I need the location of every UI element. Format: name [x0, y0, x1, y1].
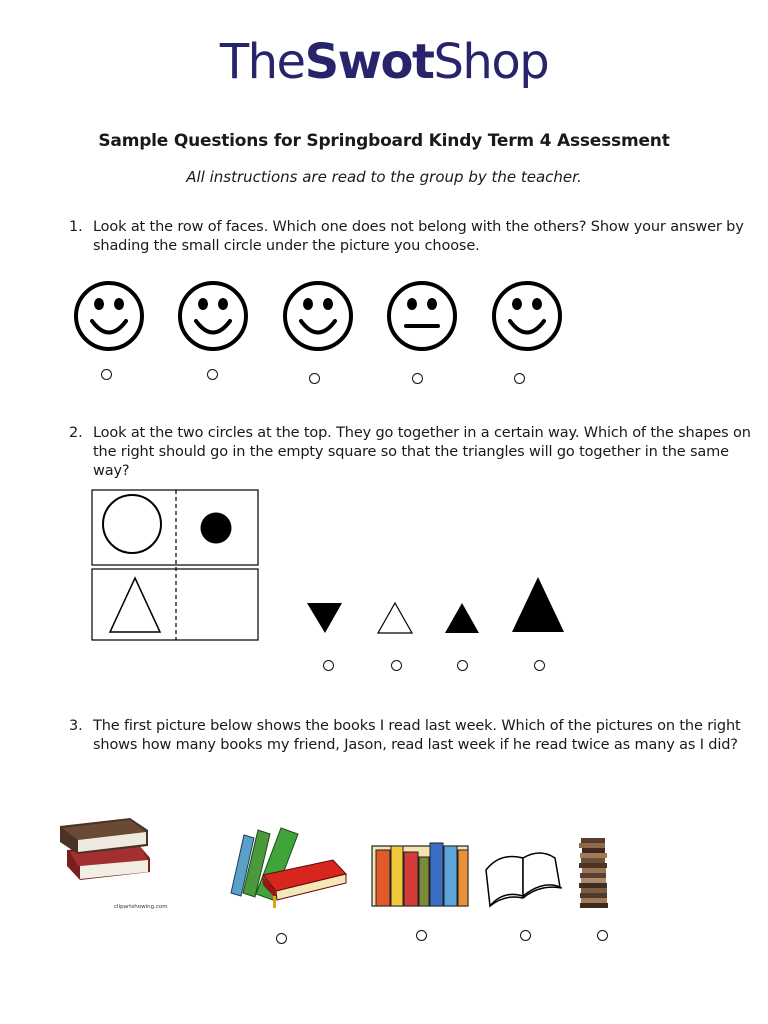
question-text: The first picture below shows the books I read last week. Which of the pictures on the right shows how many books my friend, Jason, read last week if he read twice as many as I did? [93, 718, 741, 753]
question-text: Look at the row of faces. Which one does not belong with the others? Show your answer by shading the small circle under the picture you choose. [93, 219, 744, 254]
answer-circle-3c[interactable] [520, 930, 531, 941]
two-books-icon [60, 818, 150, 880]
question-number: 1. [69, 219, 83, 235]
answer-circle-3d[interactable] [597, 930, 608, 941]
document-title: Sample Questions for Springboard Kindy Term 4 Assessment [98, 131, 670, 151]
answer-circle-3a[interactable] [276, 933, 287, 944]
bookshelf-books-icon [372, 843, 468, 906]
stack-of-many-books-icon [579, 838, 608, 908]
logo-the: The [219, 34, 305, 90]
four-books-icon [231, 828, 346, 908]
logo-shop: Shop [433, 34, 549, 90]
open-book-icon [486, 853, 562, 906]
document-subtitle: All instructions are read to the group by the teacher. [186, 168, 582, 186]
question-number: 3. [69, 718, 83, 734]
clipart-credit: clipartshowing.com [114, 904, 168, 910]
answer-circle-3b[interactable] [416, 930, 427, 941]
question-number: 2. [69, 425, 83, 441]
logo-swot: Swot [304, 34, 434, 90]
question-text: Look at the two circles at the top. They go together in a certain way. Which of the shapes on the right should go in the empty square so that the triangles will go together in the same way? [93, 425, 751, 479]
